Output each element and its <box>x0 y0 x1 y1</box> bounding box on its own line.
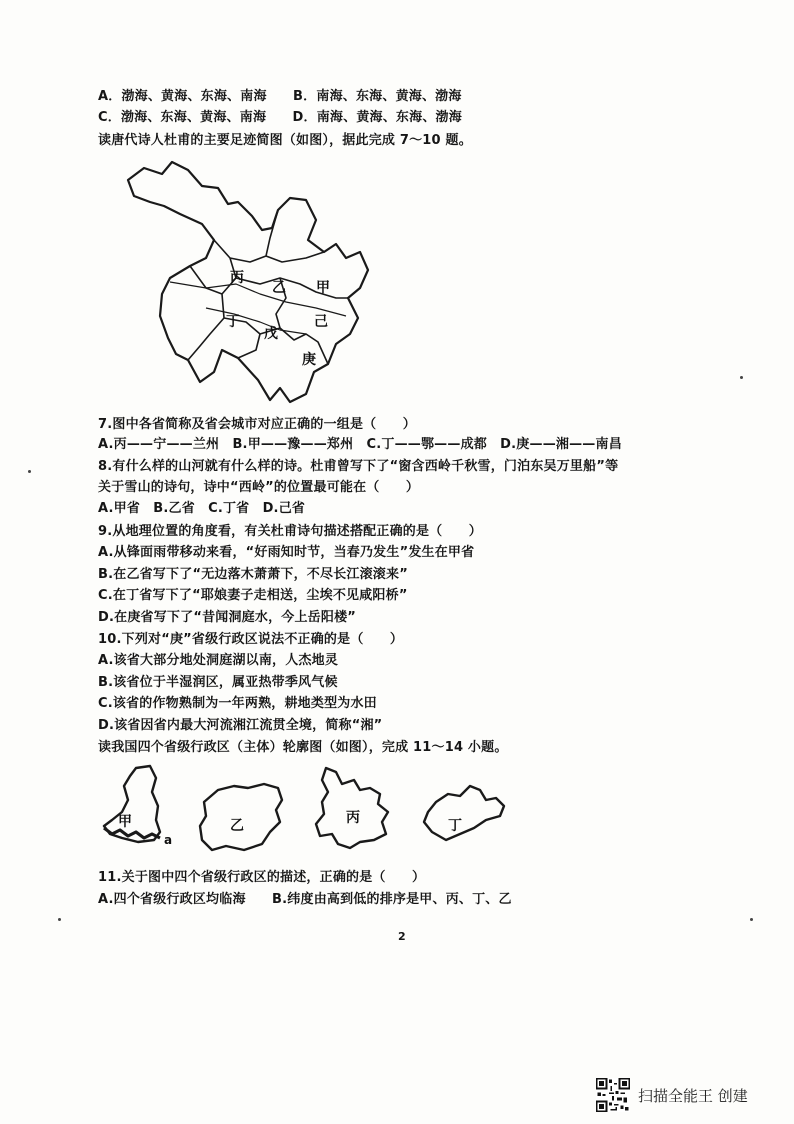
map-outline <box>128 162 368 402</box>
scan-speck <box>740 376 743 379</box>
q10-option-a: A.该省大部分地处洞庭湖以南，人杰地灵 <box>98 653 339 668</box>
q9-stem: 9.从地理位置的角度看，有关杜甫诗句描述搭配正确的是（ ） <box>98 524 482 539</box>
map1-intro: 读唐代诗人杜甫的主要足迹简图（如图），据此完成 7～10 题。 <box>98 133 472 148</box>
q6-options-line1: A．渤海、黄海、东海、南海 B．南海、东海、黄海、渤海 <box>98 89 462 104</box>
q11-stem: 11.关于图中四个省级行政区的描述，正确的是（ ） <box>98 870 426 885</box>
q8-stem-line2: 关于雪山的诗句，诗中“西岭”的位置最可能在（ ） <box>98 480 420 495</box>
q8-options: A.甲省 B.乙省 C.丁省 D.己省 <box>98 501 306 516</box>
map1-label-ding: 丁 <box>226 314 240 330</box>
map1-label-jia: 甲 <box>316 280 330 296</box>
page-number: 2 <box>398 930 406 943</box>
q8-stem-line1: 8.有什么样的山河就有什么样的诗。杜甫曾写下了“窗含西岭千秋雪，门泊东吴万里船”等 <box>98 459 619 474</box>
q7-options: A.丙——宁——兰州 B.甲——豫——郑州 C.丁——鄂——成都 D.庚——湘——南昌 <box>98 437 622 452</box>
q10-option-b: B.该省位于半湿润区，属亚热带季风气候 <box>98 675 338 690</box>
qr-code-icon <box>596 1078 630 1112</box>
q10-stem: 10.下列对“庚”省级行政区说法不正确的是（ ） <box>98 632 404 647</box>
q11-options: A.四个省级行政区均临海 B.纬度由高到低的排序是甲、丙、丁、乙 <box>98 892 512 907</box>
q7-stem: 7.图中各省简称及省会城市对应正确的一组是（ ） <box>98 417 416 432</box>
map1-label-ji: 己 <box>314 314 328 330</box>
q9-option-d: D.在庚省写下了“昔闻洞庭水，今上岳阳楼” <box>98 610 357 625</box>
q9-option-c: C.在丁省写下了“耶娘妻子走相送，尘埃不见咸阳桥” <box>98 588 408 603</box>
dufu-route-map <box>110 158 380 408</box>
map2-label-a: a <box>164 833 173 847</box>
map2-label-ding: 丁 <box>448 818 462 834</box>
footer-text: 扫描全能王 创建 <box>638 1086 748 1105</box>
province-yi-outline <box>200 784 282 850</box>
footer-watermark <box>596 1078 748 1112</box>
map1-label-yi: 乙 <box>272 280 286 296</box>
province-bing-outline <box>316 768 388 848</box>
map2-intro: 读我国四个省级行政区（主体）轮廓图（如图），完成 11～14 小题。 <box>98 740 508 755</box>
map2-label-jia: 甲 <box>118 814 132 830</box>
map2-label-yi: 乙 <box>230 818 244 834</box>
province-jia-coast <box>104 828 160 838</box>
q6-options-line2: C．渤海、东海、黄海、南海 D．南海、黄海、东海、渤海 <box>98 110 462 125</box>
province-outlines-map <box>98 760 518 860</box>
map2-label-bing: 丙 <box>346 810 360 826</box>
map1-label-wu: 戊 <box>264 326 278 342</box>
q9-option-a: A.从锋面雨带移动来看，“好雨知时节，当春乃发生”发生在甲省 <box>98 545 475 560</box>
map1-label-geng: 庚 <box>302 352 316 368</box>
province-ding-outline <box>424 786 504 840</box>
scan-speck <box>750 918 753 921</box>
q10-option-d: D.该省因省内最大河流湘江流贯全境，简称“湘” <box>98 718 383 733</box>
q9-option-b: B.在乙省写下了“无边落木萧萧下，不尽长江滚滚来” <box>98 567 408 582</box>
scan-speck <box>58 918 61 921</box>
map1-label-bing: 丙 <box>230 270 244 286</box>
q10-option-c: C.该省的作物熟制为一年两熟，耕地类型为水田 <box>98 696 377 711</box>
scan-speck <box>28 470 31 473</box>
province-jia-outline <box>104 766 160 842</box>
